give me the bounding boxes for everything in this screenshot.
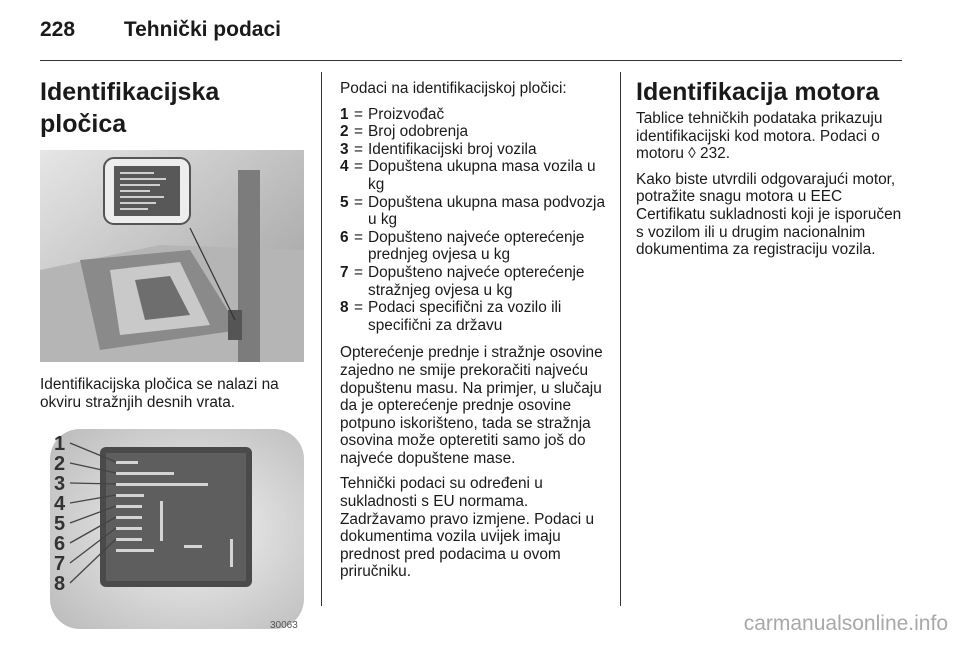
plate-number-label: 2 (54, 453, 66, 476)
legend-number: 6 (340, 228, 349, 246)
legend-item (340, 141, 612, 159)
plate-location-caption: Identifikacijska pločica se nalazi na okviru stražnjih desnih vrata. (40, 376, 279, 411)
column-divider-1 (321, 72, 322, 606)
legend-item (340, 229, 612, 264)
section-title: Tehnički podaci (123, 18, 281, 41)
plate-number-label: 7 (54, 553, 66, 576)
image-reference-number: 30063 (270, 620, 298, 632)
legend-item (340, 158, 612, 193)
legend-text: Dopuštena ukupna masa vozila u kg (368, 158, 596, 193)
legend-item (340, 123, 612, 141)
legend-item (340, 106, 612, 124)
plate-legend (340, 106, 612, 335)
legend-item (340, 264, 612, 299)
legend-number: 3 (340, 140, 349, 158)
legend-item (340, 299, 612, 334)
legend-equals: = (354, 228, 363, 246)
page-number: 228 (40, 18, 76, 41)
left-column (40, 70, 304, 641)
legend-number: 5 (340, 193, 349, 211)
plate-data-intro: Podaci na identifikacijskoj pločici: (340, 80, 567, 97)
plate-number-label: 3 (54, 473, 66, 496)
watermark: carmanualsonline.info (743, 612, 948, 635)
legend-equals: = (354, 158, 363, 176)
legend-text: Identifikacijski broj vozila (368, 140, 537, 158)
legend-text: Podaci specifični za vozilo ili specifični za državu (368, 299, 562, 334)
legend-text: Dopuštena ukupna masa podvozja u kg (368, 193, 606, 229)
legend-equals: = (354, 299, 363, 317)
plate-number-label: 6 (54, 533, 66, 556)
page-header (40, 18, 281, 42)
legend-equals: = (354, 140, 363, 158)
plate-closeup-illustration (40, 421, 304, 641)
plate-closeup-photo (40, 421, 304, 641)
legend-equals: = (354, 193, 363, 211)
legend-item (340, 194, 612, 229)
door-frame-illustration (40, 150, 304, 362)
legend-number: 4 (340, 158, 349, 176)
legend-text: Dopušteno najveće opterećenje prednjeg ovjesa u kg (368, 228, 585, 264)
engine-power-paragraph: Kako biste utvrdili odgovarajući motor, potražite snagu motora u EEC Certifikatu sukladnosti koji je isporučen s vozilom ili u drugim nacionalnim dokumentima za registraciju vozila. (636, 170, 902, 259)
legend-equals: = (354, 263, 363, 281)
door-frame-photo (40, 150, 304, 362)
engine-identification-title: Identifikacija motora (636, 78, 880, 106)
header-rule (40, 60, 902, 61)
right-column (636, 70, 902, 267)
legend-number: 2 (340, 123, 349, 141)
legend-equals: = (354, 123, 363, 141)
plate-number-label: 4 (54, 493, 66, 516)
legend-text: Broj odobrenja (368, 123, 469, 141)
middle-column (340, 70, 612, 589)
engine-code-paragraph: Tablice tehničkih podataka prikazuju identifikacijski kod motora. Podaci o motoru ◊ 232. (636, 110, 883, 163)
plate-number-label: 1 (54, 433, 66, 456)
identification-plate-title: Identifikacijska pločica (40, 78, 220, 138)
legend-equals: = (354, 105, 363, 123)
legend-text: Proizvođač (368, 105, 445, 123)
legend-number: 1 (340, 105, 349, 123)
legend-text: Dopušteno najveće opterećenje stražnjeg ovjesa u kg (368, 263, 585, 299)
plate-number-label: 5 (54, 513, 66, 536)
legend-number: 7 (340, 263, 349, 281)
eu-norms-paragraph: Tehnički podaci su određeni u sukladnosti s EU normama. Zadržavamo pravo izmjene. Podaci u dokumentima vozila uvijek imaju prednost pred podacima u ovom priručniku. (340, 475, 595, 581)
column-divider-2 (620, 72, 621, 606)
legend-number: 8 (340, 299, 349, 317)
axle-load-paragraph: Opterećenje prednje i stražnje osovine zajedno ne smije prekoračiti najveću dopuštenu masu. Na primjer, u slučaju da je opterećenje prednje osovine potpuno iskorišteno, tada se stražnja osovina može opteretiti samo još do najveće dopuštene mase. (340, 344, 603, 467)
plate-number-label: 8 (54, 573, 66, 596)
